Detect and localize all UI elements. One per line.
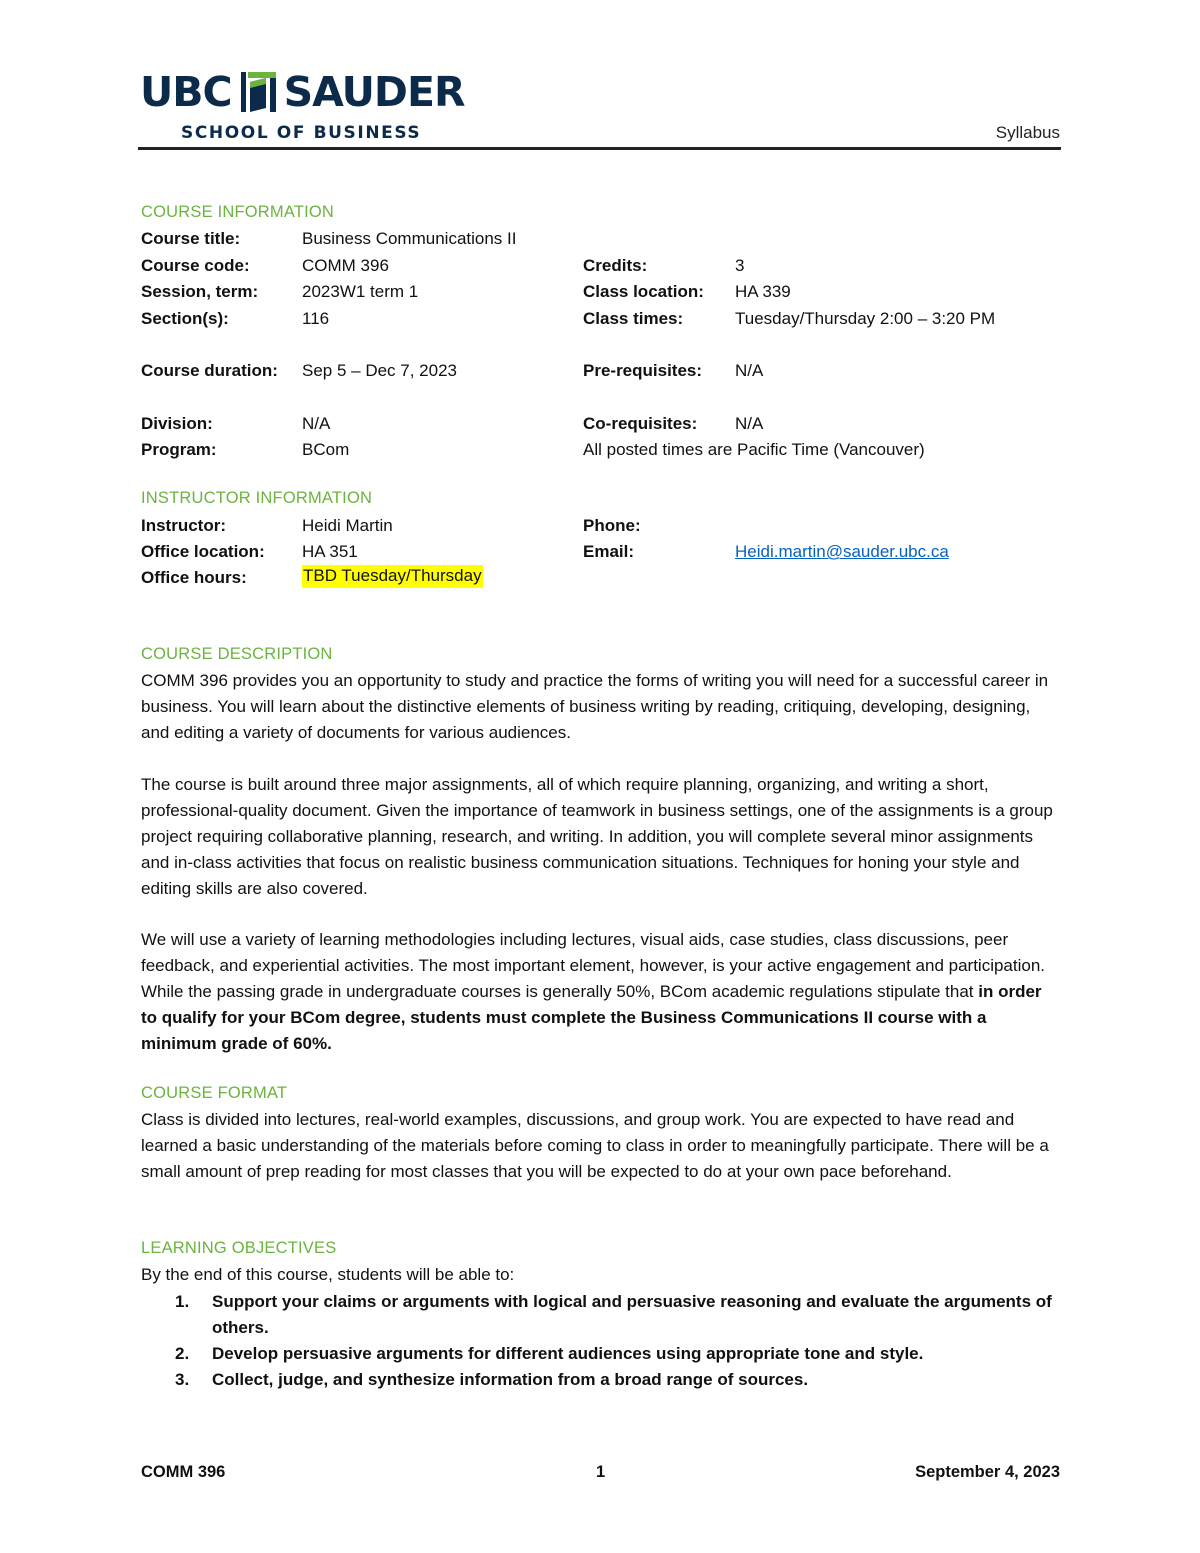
list-item-text: Support your claims or arguments with logical and persuasive reasoning and evaluate the arguments of others. [212,1292,1052,1337]
session-term-value: 2023W1 term 1 [302,282,419,301]
list-item [141,1367,1061,1393]
logo-subtitle: SCHOOL OF BUSINESS [181,123,422,143]
corequisites-value: N/A [735,414,764,433]
prerequisites-value: N/A [735,361,764,380]
office-hours-value: TBD Tuesday/Thursday [302,565,483,588]
course-description-paragraph-3 [141,927,1061,1057]
list-item [141,1289,1061,1341]
logo-wordmark [140,68,465,116]
email-link[interactable]: Heidi.martin@sauder.ubc.ca [735,542,949,561]
course-code-label: Course code: [141,256,250,275]
course-duration-value: Sep 5 – Dec 7, 2023 [302,361,458,380]
list-item [141,1341,1061,1367]
footer-course-code: COMM 396 [141,1463,226,1481]
course-title-value: Business Communications II [302,229,517,248]
grade-requirement-emphasis: in order to qualify for your BCom degree, students must complete the Business Communications II course with a minimum grade of 60%. [141,982,1042,1053]
learning-objectives-intro: By the end of this course, students will be able to: [141,1265,515,1284]
list-item-number: 1. [175,1292,190,1311]
list-item-number: 2. [175,1344,190,1363]
logo-ubc-text: UBC [140,68,232,116]
class-location-value: HA 339 [735,282,791,301]
course-description-heading: COURSE DESCRIPTION [141,645,333,663]
document-type-label: Syllabus [995,123,1060,142]
course-description-paragraph-1: COMM 396 provides you an opportunity to study and practice the forms of writing you will need for a successful career in business. You will learn about the distinctive elements of business writing by reading, critiquing, developing, designing, and editing a variety of documents for various audiences. [141,671,1049,742]
learning-objectives-list [141,1289,1061,1393]
class-location-label: Class location: [583,282,704,301]
course-format-heading: COURSE FORMAT [141,1084,288,1102]
learning-objectives-heading: LEARNING OBJECTIVES [141,1239,337,1257]
instructor-information-heading: INSTRUCTOR INFORMATION [141,489,373,507]
timezone-note: All posted times are Pacific Time (Vancouver) [583,440,925,459]
credits-label: Credits: [583,256,648,275]
credits-value: 3 [735,256,745,275]
list-item-number: 3. [175,1370,190,1389]
office-location-value: HA 351 [302,542,358,561]
program-value: BCom [302,440,350,459]
class-times-label: Class times: [583,309,684,328]
instructor-label: Instructor: [141,516,226,535]
division-value: N/A [302,414,331,433]
grade-policy-text: We will use a variety of learning methodologies including lectures, visual aids, case studies, class discussions, peer feedback, and experiential activities. The most important element, however, is your active engagement and participation. While the passing grade in undergraduate courses is generally 50%, BCom academic regulations stipulate that [141,930,1046,1001]
office-location-label: Office location: [141,542,265,561]
office-hours-label: Office hours: [141,568,247,587]
course-title-label: Course title: [141,229,241,248]
email-label: Email: [583,542,635,561]
course-format-paragraph: Class is divided into lectures, real-world examples, discussions, and group work. You are expected to have read and learned a basic understanding of the materials before coming to class in order to meaningfully participate. There will be a small amount of prep reading for most classes that you will be expected to do at your own pace beforehand. [141,1110,1049,1181]
footer-date: September 4, 2023 [915,1463,1060,1481]
logo-sauder-text: SAUDER [283,68,465,116]
list-item-text: Collect, judge, and synthesize information from a broad range of sources. [212,1370,809,1389]
ubc-sauder-logo [140,68,470,148]
class-times-value: Tuesday/Thursday 2:00 – 3:20 PM [735,309,996,328]
prerequisites-label: Pre-requisites: [583,361,703,380]
course-code-value: COMM 396 [302,256,389,275]
phone-label: Phone: [583,516,641,535]
program-label: Program: [141,440,217,459]
division-label: Division: [141,414,213,433]
ubc-shield-icon [240,70,278,114]
course-information-heading: COURSE INFORMATION [141,203,335,221]
sections-label: Section(s): [141,309,229,328]
course-description-paragraph-2: The course is built around three major assignments, all of which require planning, organizing, and writing a short, professional-quality document. Given the importance of teamwork in business settings, one of the assignments is a group project requiring collaborative planning, research, and writing. In addition, you will complete several minor assignments and in-class activities that focus on realistic business communication situations. Techniques for honing your style and editing skills are also covered. [141,775,1053,898]
header-divider [138,147,1061,150]
instructor-value: Heidi Martin [302,516,393,535]
course-duration-label: Course duration: [141,361,278,380]
sections-value: 116 [302,309,330,328]
corequisites-label: Co-requisites: [583,414,698,433]
session-term-label: Session, term: [141,282,259,301]
list-item-text: Develop persuasive arguments for different audiences using appropriate tone and style. [212,1344,924,1363]
footer-page-number: 1 [596,1463,606,1481]
